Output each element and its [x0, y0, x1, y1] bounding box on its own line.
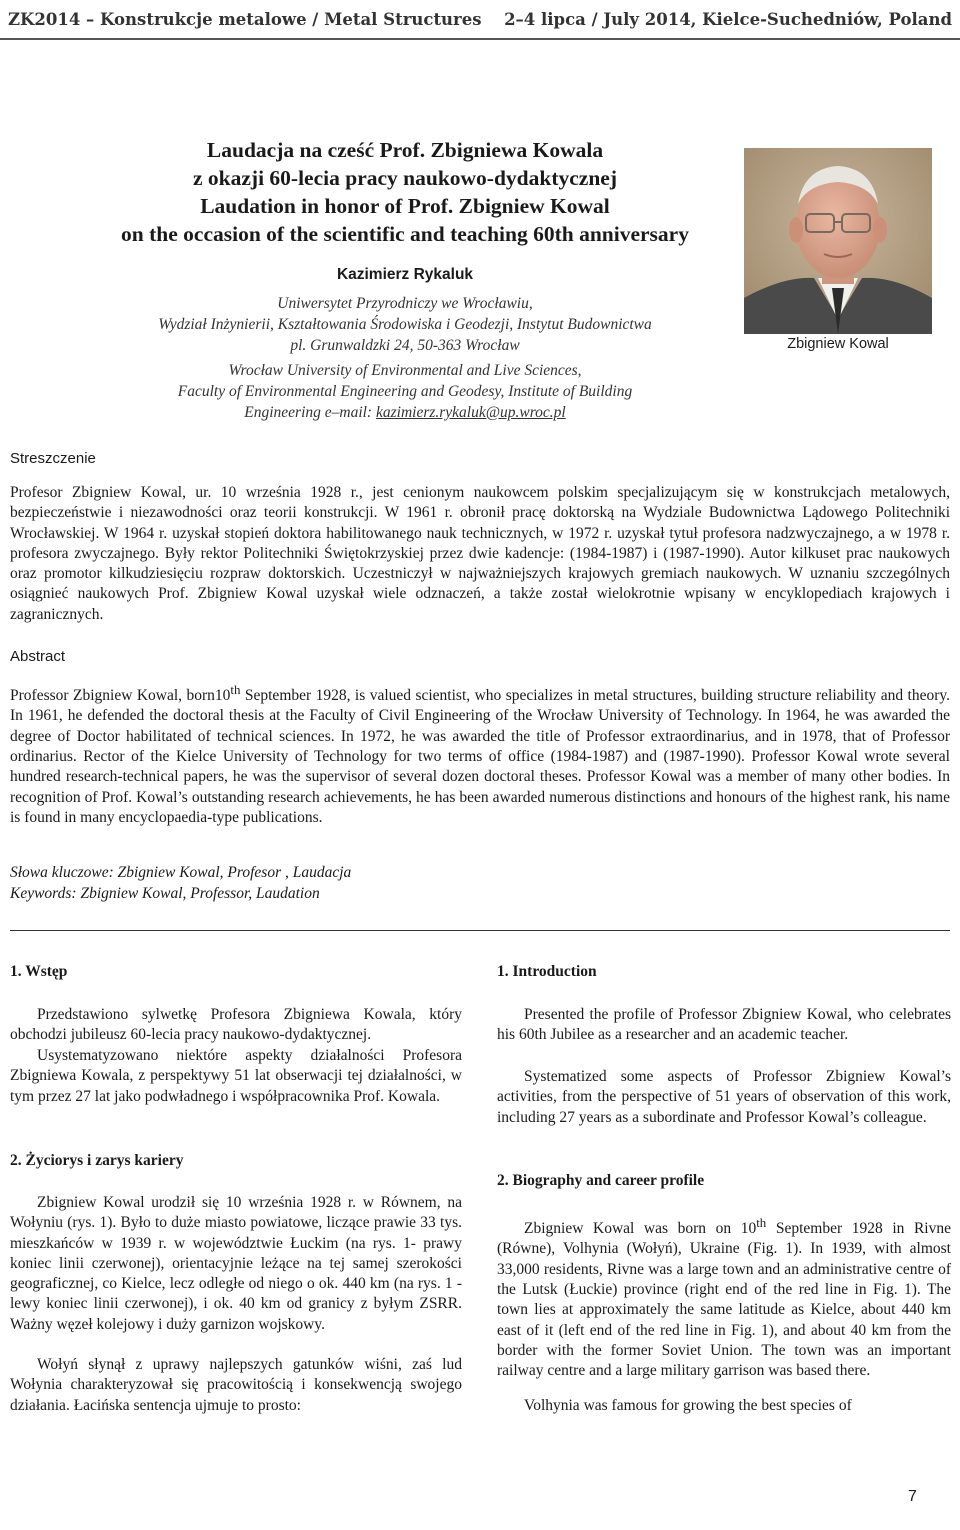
streszczenie-label: Streszczenie [10, 450, 96, 467]
superscript: th [756, 1215, 767, 1230]
abstract-text-rest: September 1928, is valued scientist, who specializes in metal structures, building structure reliability and theory. In 1961, he defended the doctoral thesis at the Faculty of Civil Engineering of the Wrocław University of Technology. In 1964, he was awarded the degree of Doctor habilitated of technical sciences. In 1972, he was awarded the title of Professor extraordinarius, and in 1978, that of Professor ordinarius. Rector of the Kielce University of Technology for two terms of office (1984-1987) and (1987-1990). Professor Kowal wrote several hundred research-technical papers, he was the supervisor of several dozen doctoral theses. Professor Kowal was a member of many other bodies. In recognition of Prof. Kowal’s outstanding research achievements, he has been awarded numerous distinctions and honours of the highest rank, his name is found in many encyclopaedia-type publications. [10, 687, 950, 826]
portrait-photo [744, 148, 932, 334]
affiliation-line: Wydział Inżynierii, Kształtowania Środowiska i Geodezji, Instytut Budownictwa [158, 316, 652, 333]
affiliation-line: Faculty of Environmental Engineering and Geodesy, Institute of Building [177, 383, 633, 400]
paragraph: Wołyń słynął z uprawy najlepszych gatunków wiśni, zaś lud Wołynia charakteryzował się pracowitością i konsekwencją swojego działania. Łacińska sentencja ujmuje to prosto: [10, 1356, 462, 1414]
portrait-illustration [744, 148, 932, 334]
text-start: Zbigniew Kowal was born on 10 [524, 1220, 757, 1238]
author-name: Kazimierz Rykaluk [336, 266, 474, 283]
title-line: z okazji 60-lecia pracy naukowo-dydaktycznej [193, 166, 617, 190]
photo-caption: Zbigniew Kowal [787, 336, 889, 352]
paragraph: Przedstawiono sylwetkę Profesora Zbigniewa Kowala, który obchodzi jubileusz 60-lecia pracy naukowo-dydaktycznej. [10, 1006, 462, 1044]
title-line: on the occasion of the scientific and teaching 60th anniversary [121, 222, 689, 246]
heading-zyciorys: 2. Życiorys i zarys kariery [10, 1152, 184, 1169]
running-header [0, 0, 960, 42]
affiliation-polish [100, 293, 710, 356]
heading-wstep: 1. Wstęp [10, 963, 68, 980]
header-rule [0, 38, 960, 40]
email-prefix: Engineering e–mail: [244, 404, 376, 421]
affiliation-line [100, 402, 710, 423]
page-number: 7 [908, 1488, 917, 1505]
affiliation-line: Uniwersytet Przyrodniczy we Wrocławiu, [277, 295, 533, 312]
affiliation-line: Wrocław University of Environmental and Live Sciences, [228, 362, 582, 379]
affiliation-line: pl. Grunwaldzki 24, 50-363 Wrocław [290, 337, 520, 354]
email-link[interactable]: kazimierz.rykaluk@up.wroc.pl [375, 404, 566, 421]
paragraph: Zbigniew Kowal urodził się 10 września 1928 r. w Równem, na Wołyniu (rys. 1). Było to duże miasto powiatowe, liczące prawie 33 tys. mieszkańców w 1939 r. w województwie Łuckim (na rys. 1- prawy koniec linii czerwonej), orientacyjnie leżące na tej samej szerokości geograficznej, co Kielce, lecz odległe od niego o ok. 440 km (na rys. 1 - lewy koniec linii czerwonej), i ok. 40 km od granicy z byłym ZSRR. Ważny węzeł kolejowy i duży garnizon wojskowy. [10, 1194, 462, 1333]
paragraph: Volhynia was famous for growing the best species of [524, 1397, 852, 1414]
title-line: Laudacja na cześć Prof. Zbigniewa Kowala [206, 138, 604, 162]
paragraph: Systematized some aspects of Professor Zbigniew Kowal’s activities, from the perspective of 51 years of observation of this work, including 27 years as a subordinate and Professor Kowal’s colleague. [497, 1068, 951, 1126]
abstract-text-start: Professor Zbigniew Kowal, born10 [10, 687, 231, 705]
paragraph: Usystematyzowano niektóre aspekty działalności Profesora Zbigniewa Kowala, z perspektywy 51 lat obserwacji tej działalności, w tym przez 27 lat jako podwładnego i współpracownika Prof. Kowala. [10, 1047, 462, 1105]
abstract-text [10, 680, 950, 828]
section-divider [10, 930, 950, 931]
text-rest: September 1928 in Rivne (Równe), Volhynia (Wołyń), Ukraine (Fig. 1). In 1939, with almost 33,000 residents, Rivne was a large town and an administrative centre of the Lutsk (Łuckie) province (right end of the red line in Fig. 1). The town lies at approximately the same latitude as Kielce, about 440 km east of it (left end of the red line in Fig. 1), and about 40 km from the border with the former Soviet Union. The town was an important railway centre and a large military garrison was based there. [497, 1220, 951, 1380]
header-left: ZK2014 – Konstrukcje metalowe / Metal Structures [8, 10, 482, 29]
paragraph [497, 1213, 951, 1382]
title-line: Laudation in honor of Prof. Zbigniew Kowal [200, 194, 610, 218]
header-right: 2–4 lipca / July 2014, Kielce-Suchedniów, Poland [504, 10, 952, 29]
abstract-superscript: th [230, 682, 241, 697]
affiliation-english [100, 360, 710, 423]
paper-title [60, 136, 750, 248]
keywords-polish: Słowa kluczowe: Zbigniew Kowal, Profesor , Laudacja [10, 864, 352, 881]
streszczenie-text: Profesor Zbigniew Kowal, ur. 10 września 1928 r., jest cenionym naukowcem polskim specjalizującym się w konstrukcjach metalowych, bezpieczeństwie i niezawodności oraz teorii konstrukcji. W 1961 r. obronił pracę doktorską na Wydziale Budownictwa Lądowego Politechniki Wrocławskiej. W 1964 r. uzyskał stopień doktora habilitowanego nauk technicznych, w 1972 r. uzyskał tytuł profesora nadzwyczajnego, a w 1978 r. profesora zwyczajnego. Były rektor Politechniki Świętokrzyskiej przez dwie kadencje: (1984-1987) i (1987-1990). Autor kilkuset prac naukowych oraz promotor kilkudziesięciu rozpraw doktorskich. Uczestniczył w najważniejszych krajowych gremiach naukowych. W uznaniu szczególnych osiągnieć naukowych Prof. Zbigniew Kowal uzyskał wiele odznaczeń, a także został wielokrotnie wpisany w encyklopediach krajowych i zagranicznych. [10, 484, 950, 623]
paragraph: Presented the profile of Professor Zbigniew Kowal, who celebrates his 60th Jubilee as a researcher and an academic teacher. [497, 1006, 951, 1044]
heading-introduction: 1. Introduction [497, 963, 597, 980]
abstract-label: Abstract [10, 648, 66, 665]
heading-biography: 2. Biography and career profile [497, 1172, 705, 1189]
keywords-english: Keywords: Zbigniew Kowal, Professor, Laudation [10, 885, 320, 902]
